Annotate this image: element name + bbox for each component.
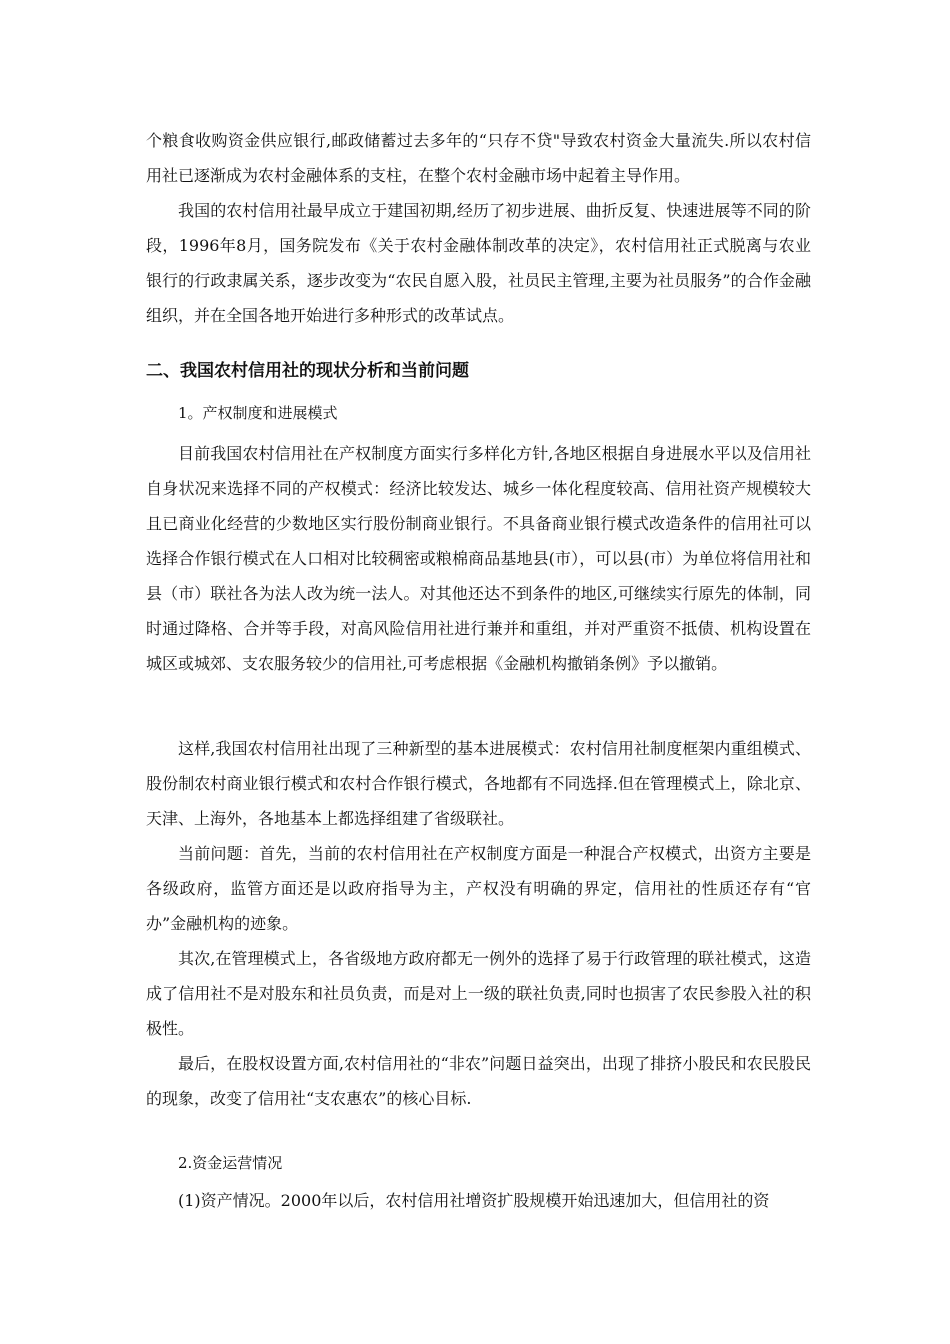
subheading-fund-operation: 2.资金运营情况 <box>178 1154 283 1172</box>
paragraph-management-mode: 其次,在管理模式上，各省级地方政府都无一例外的选择了易于行政管理的联社模式，这造成了信用社不是对股东和社员负责，而是对上一级的联社负责,同时也损害了农民参股入社的积极性。 <box>146 949 811 1038</box>
paragraph-equity-structure: 最后，在股权设置方面,农村信用社的“非农”问题日益突出，出现了排挤小股民和农民股民的现象，改变了信用社“支农惠农”的核心目标. <box>146 1054 811 1108</box>
section-heading: 二、我国农村信用社的现状分析和当前问题 <box>146 361 469 381</box>
paragraph-asset-situation: (1)资产情况。2000年以后，农村信用社增资扩股规模开始迅速加大，但信用社的资 <box>178 1191 770 1210</box>
paragraph-development-modes: 这样,我国农村信用社出现了三种新型的基本进展模式：农村信用社制度框架内重组模式、股份制农村商业银行模式和农村合作银行模式，各地都有不同选择.但在管理模式上，除北京、天津、上海外，各地基本上都选择组建了省级联社。 <box>146 739 811 828</box>
paragraph-history: 我国的农村信用社最早成立于建国初期,经历了初步进展、曲折反复、快速进展等不同的阶段，1996年8月，国务院发布《关于农村金融体制改革的决定》，农村信用社正式脱离与农业银行的行政隶属关系，逐步改变为“农民自愿入股，社员民主管理,主要为社员服务”的合作金融组织，并在全国各地开始进行多种形式的改革试点。 <box>146 201 811 325</box>
paragraph-current-problems: 当前问题：首先，当前的农村信用社在产权制度方面是一种混合产权模式，出资方主要是各级政府，监管方面还是以政府指导为主，产权没有明确的界定，信用社的性质还存有“官办”金融机构的迹象。 <box>146 844 811 933</box>
paragraph-intro-continuation: 个粮食收购资金供应银行,邮政储蓄过去多年的“只存不贷"导致农村资金大量流失.所以农村信用社已逐渐成为农村金融体系的支柱，在整个农村金融市场中起着主导作用。 <box>146 131 811 185</box>
paragraph-property-rights: 目前我国农村信用社在产权制度方面实行多样化方针,各地区根据自身进展水平以及信用社自身状况来选择不同的产权模式：经济比较发达、城乡一体化程度较高、信用社资产规模较大且已商业化经营的少数地区实行股份制商业银行。不具备商业银行模式改造条件的信用社可以选择合作银行模式在人口相对比较稠密或粮棉商品基地县(市），可以县(市）为单位将信用社和县（市）联社各为法人改为统一法人。对其他还达不到条件的地区,可继续实行原先的体制，同时通过降格、合并等手段，对高风险信用社进行兼并和重组，并对严重资不抵债、机构设置在城区或城郊、支农服务较少的信用社,可考虑根据《金融机构撤销条例》予以撤销。 <box>146 444 811 673</box>
subheading-property-rights: 1。产权制度和进展模式 <box>178 404 338 422</box>
